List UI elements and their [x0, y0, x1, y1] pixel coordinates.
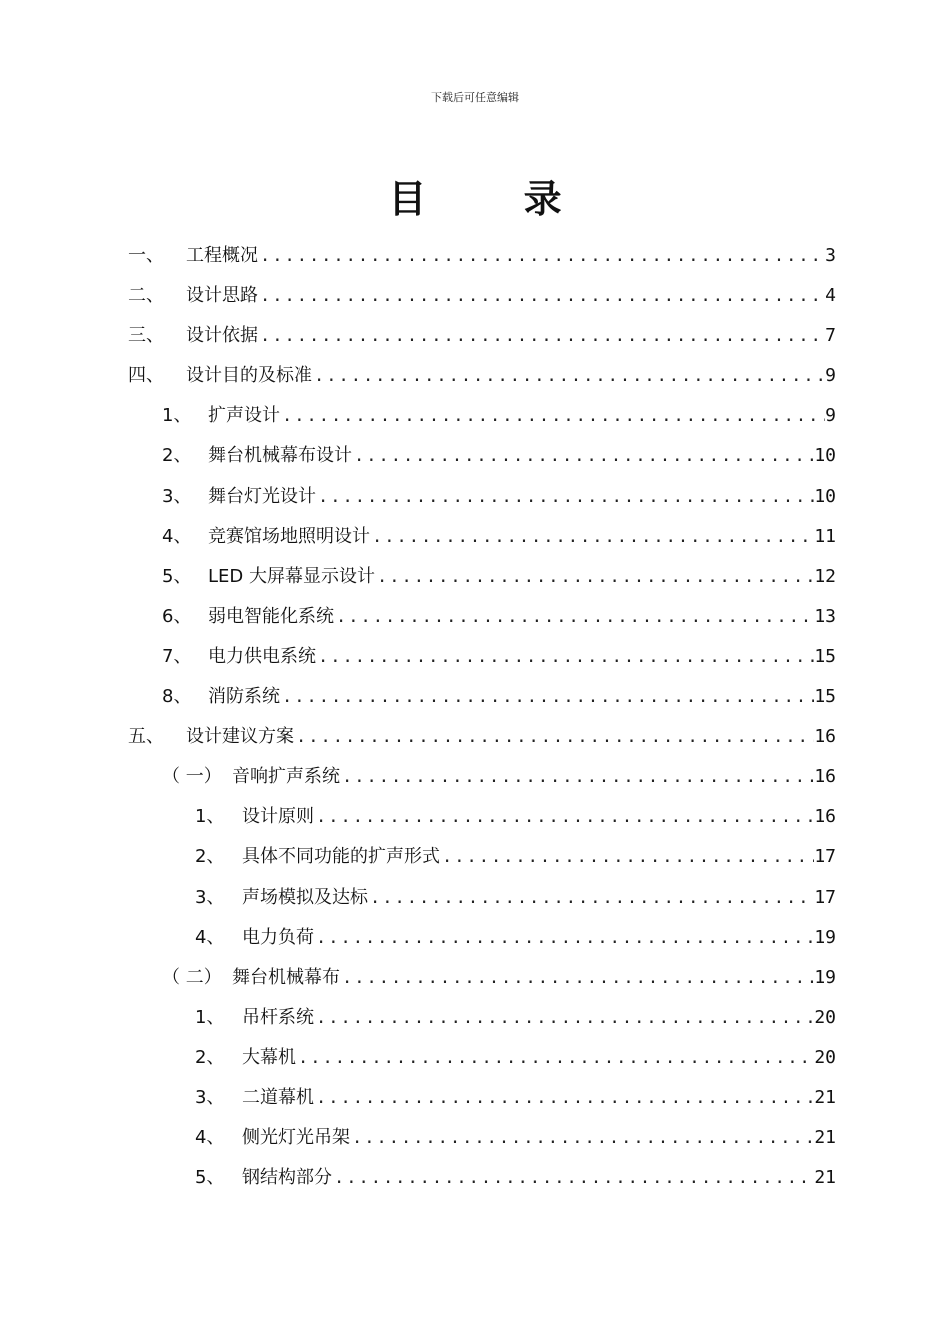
toc-entry-number: 二、 — [128, 285, 164, 307]
toc-entry[interactable] — [0, 759, 950, 799]
toc-entry-title: 消防系统 — [208, 686, 280, 708]
toc-entry[interactable] — [0, 960, 950, 1000]
toc-entry-number: 3、 — [195, 886, 225, 908]
toc-entry[interactable] — [0, 519, 950, 559]
toc-page-number: 13 — [814, 605, 836, 627]
toc-page-number: 9 — [825, 365, 836, 387]
toc-entry-number: 1、 — [195, 1006, 225, 1028]
toc-page-number: 21 — [814, 1127, 836, 1149]
toc-dot-leader — [314, 1080, 814, 1116]
toc-page-number: 16 — [814, 726, 836, 748]
toc-dot-leader — [334, 599, 814, 635]
toc-dot-leader — [316, 639, 814, 675]
toc-entry-title: 舞台机械幕布 — [232, 966, 340, 988]
toc-dot-leader — [370, 519, 814, 555]
toc-entry-title: 工程概况 — [186, 245, 258, 266]
toc-entry-number: 7、 — [162, 645, 192, 667]
toc-entry[interactable] — [0, 1160, 950, 1200]
toc-entry-title: 具体不同功能的扩声形式 — [242, 846, 440, 868]
toc-page-number: 20 — [814, 1006, 836, 1028]
toc-dot-leader — [296, 1040, 814, 1076]
toc-entry[interactable] — [0, 438, 950, 478]
toc-entry-number: （ 二） — [162, 966, 222, 988]
toc-entry-number: 2、 — [195, 1046, 225, 1068]
toc-entry-number: 1、 — [162, 405, 192, 427]
toc-entry-number: 8、 — [162, 686, 192, 708]
toc-entry-title: 设计思路 — [186, 285, 258, 307]
toc-dot-leader — [312, 358, 825, 394]
toc-page-number: 16 — [814, 806, 836, 828]
toc-dot-leader — [314, 1000, 814, 1036]
toc-dot-leader — [340, 759, 814, 795]
toc-entry[interactable] — [0, 839, 950, 879]
toc-dot-leader — [294, 719, 814, 755]
toc-entry-title: 电力供电系统 — [208, 645, 316, 667]
toc-entry[interactable] — [0, 398, 950, 438]
table-of-contents — [0, 238, 950, 1200]
toc-entry[interactable] — [0, 920, 950, 960]
toc-entry-title: 音响扩声系统 — [232, 766, 340, 788]
toc-dot-leader — [280, 398, 825, 434]
toc-entry-number: 3、 — [162, 485, 192, 507]
toc-dot-leader — [258, 278, 825, 314]
toc-entry-title: 侧光灯光吊架 — [242, 1127, 350, 1149]
toc-entry-title: 大幕机 — [242, 1046, 296, 1068]
toc-dot-leader — [350, 1120, 814, 1156]
toc-entry-number: 三、 — [128, 325, 164, 347]
toc-dot-leader — [258, 238, 825, 274]
toc-entry-number: 五、 — [128, 726, 164, 748]
page-title: 目 录 — [388, 177, 604, 221]
toc-entry-number: 2、 — [162, 445, 192, 467]
toc-dot-leader — [280, 679, 814, 715]
toc-dot-leader — [314, 799, 814, 835]
toc-entry-number: 1、 — [195, 806, 225, 828]
toc-entry[interactable] — [0, 318, 950, 358]
toc-entry[interactable] — [0, 599, 950, 639]
toc-entry[interactable] — [0, 679, 950, 719]
toc-entry-title: 弱电智能化系统 — [208, 605, 334, 627]
toc-page-number: 21 — [814, 1167, 836, 1189]
toc-entry-number: 3、 — [195, 1086, 225, 1108]
toc-entry-number: 四、 — [128, 365, 164, 387]
toc-entry[interactable] — [0, 1120, 950, 1160]
toc-entry-title: 电力负荷 — [242, 926, 314, 948]
toc-entry[interactable] — [0, 1080, 950, 1120]
toc-page-number: 19 — [814, 926, 836, 948]
toc-page-number: 19 — [814, 966, 836, 988]
toc-entry-number: 2、 — [195, 846, 225, 868]
toc-dot-leader — [314, 920, 814, 956]
toc-entry-title: 二道幕机 — [242, 1086, 314, 1108]
toc-entry-title: 声场模拟及达标 — [242, 886, 368, 908]
toc-page-number: 10 — [814, 485, 836, 507]
toc-entry[interactable] — [0, 799, 950, 839]
toc-dot-leader — [375, 559, 814, 595]
toc-entry-title: 舞台机械幕布设计 — [208, 445, 352, 467]
toc-page-number: 20 — [814, 1046, 836, 1068]
toc-entry-number: （ 一） — [162, 766, 222, 788]
toc-entry-number: 4、 — [195, 926, 225, 948]
toc-page-number: 21 — [814, 1086, 836, 1108]
toc-entry-title: 吊杆系统 — [242, 1006, 314, 1028]
toc-entry-title: 设计建议方案 — [186, 726, 294, 748]
toc-entry-title: 设计原则 — [242, 806, 314, 828]
toc-entry[interactable] — [0, 238, 950, 278]
toc-page-number: 9 — [825, 405, 836, 427]
toc-entry-title: 设计目的及标准 — [186, 365, 312, 387]
toc-entry[interactable] — [0, 880, 950, 920]
toc-page-number: 11 — [814, 525, 836, 547]
toc-dot-leader — [258, 318, 825, 354]
toc-entry-title: 扩声设计 — [208, 405, 280, 427]
toc-dot-leader — [352, 438, 814, 474]
toc-page-number: 15 — [814, 686, 836, 708]
toc-dot-leader — [440, 839, 814, 875]
toc-page-number: 4 — [825, 285, 836, 307]
toc-dot-leader — [332, 1160, 814, 1196]
toc-page-number: 7 — [825, 325, 836, 347]
toc-entry[interactable] — [0, 559, 950, 599]
toc-page-number: 17 — [814, 886, 836, 908]
toc-page-number: 16 — [814, 766, 836, 788]
toc-entry-title: 钢结构部分 — [242, 1167, 332, 1189]
toc-page-number: 17 — [814, 846, 836, 868]
toc-page-number: 12 — [814, 565, 836, 587]
toc-entry-title: LED 大屏幕显示设计 — [208, 565, 375, 587]
toc-entry-number: 4、 — [195, 1127, 225, 1149]
toc-entry[interactable] — [0, 1000, 950, 1040]
toc-entry-number: 5、 — [162, 565, 192, 587]
toc-entry-title: 舞台灯光设计 — [208, 485, 316, 507]
toc-entry-number: 一、 — [128, 245, 164, 266]
toc-entry-number: 4、 — [162, 525, 192, 547]
header-note: 下载后可任意编辑 — [431, 91, 519, 104]
toc-entry[interactable] — [0, 639, 950, 679]
toc-entry[interactable] — [0, 1040, 950, 1080]
toc-entry-title: 设计依据 — [186, 325, 258, 347]
toc-dot-leader — [340, 960, 814, 996]
toc-entry[interactable] — [0, 479, 950, 519]
toc-page-number: 3 — [825, 245, 836, 266]
toc-dot-leader — [316, 479, 814, 515]
toc-page-number: 10 — [814, 445, 836, 467]
toc-entry-number: 6、 — [162, 605, 192, 627]
toc-entry[interactable] — [0, 358, 950, 398]
toc-entry[interactable] — [0, 719, 950, 759]
toc-entry-title: 竞赛馆场地照明设计 — [208, 525, 370, 547]
toc-dot-leader — [368, 880, 814, 916]
toc-entry[interactable] — [0, 278, 950, 318]
toc-page-number: 15 — [814, 645, 836, 667]
toc-entry-number: 5、 — [195, 1167, 225, 1189]
